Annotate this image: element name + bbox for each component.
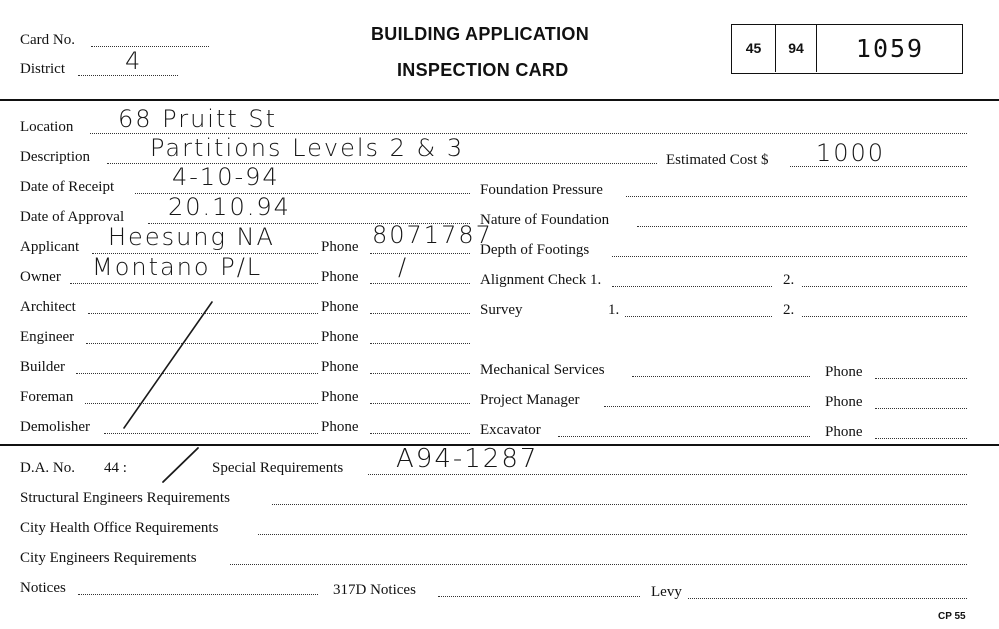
title-line-2: INSPECTION CARD	[397, 60, 569, 80]
owner-value: Montano P/L	[92, 253, 263, 281]
alignment-check-2-label: 2.	[783, 272, 795, 288]
estimated-cost-label: Estimated Cost $	[666, 152, 769, 168]
box-cell-94: 94	[776, 25, 817, 72]
box-cell-45: 45	[732, 25, 776, 72]
card-no-label: Card No.	[20, 32, 75, 48]
survey-2-label: 2.	[783, 302, 795, 318]
demolisher-phone-label: Phone	[321, 419, 359, 435]
foreman-phone-label: Phone	[321, 389, 359, 405]
project-manager-label: Project Manager	[480, 392, 580, 408]
applicant-phone-value: 8071787	[372, 221, 493, 249]
date-receipt-value: 4-10-94	[172, 163, 280, 191]
builder-phone-label: Phone	[321, 359, 359, 375]
survey-1-label: 1.	[608, 302, 620, 318]
structural-label: Structural Engineers Requirements	[20, 490, 230, 506]
card-number: 1059	[855, 34, 925, 63]
date-receipt-label: Date of Receipt	[20, 179, 115, 195]
excavator-label: Excavator	[480, 422, 541, 438]
owner-phone-value: /	[398, 253, 409, 281]
district-label: District	[20, 61, 65, 77]
strike-line-da-no	[163, 448, 198, 482]
survey-label: Survey	[480, 302, 523, 318]
mechanical-label: Mechanical Services	[480, 362, 605, 378]
project-manager-phone-label: Phone	[825, 394, 863, 410]
excavator-phone-label: Phone	[825, 424, 863, 440]
owner-label: Owner	[20, 269, 61, 285]
location-value: 68 Pruitt St	[118, 105, 278, 133]
form-code: CP 55	[938, 611, 966, 622]
estimated-cost-value: 1000	[816, 139, 886, 167]
description-label: Description	[20, 149, 90, 165]
engineer-phone-label: Phone	[321, 329, 359, 345]
depth-footings-label: Depth of Footings	[480, 242, 590, 258]
architect-phone-label: Phone	[321, 299, 359, 315]
applicant-phone-label: Phone	[321, 239, 359, 255]
engineer-label: Engineer	[20, 329, 75, 345]
special-req-label: Special Requirements	[212, 460, 344, 476]
da-no-prefix: 44 :	[104, 460, 127, 476]
date-approval-label: Date of Approval	[20, 209, 125, 225]
da-no-label: D.A. No.	[20, 460, 75, 476]
notices-label: Notices	[20, 580, 66, 596]
builder-label: Builder	[20, 359, 65, 375]
architect-label: Architect	[20, 299, 76, 315]
special-req-value: A94-1287	[396, 444, 539, 474]
city-health-label: City Health Office Requirements	[20, 520, 219, 536]
demolisher-label: Demolisher	[20, 419, 90, 435]
alignment-check-label: Alignment Check 1.	[480, 272, 602, 288]
nature-foundation-label: Nature of Foundation	[480, 212, 610, 228]
mechanical-phone-label: Phone	[825, 364, 863, 380]
date-approval-value: 20.10.94	[168, 193, 291, 221]
location-label: Location	[20, 119, 74, 135]
district-value: 4	[125, 47, 143, 75]
notices-317d-label: 317D Notices	[333, 582, 416, 598]
description-value: Partitions Levels 2 & 3	[150, 134, 465, 162]
foreman-label: Foreman	[20, 389, 74, 405]
owner-phone-label: Phone	[321, 269, 359, 285]
applicant-label: Applicant	[20, 239, 80, 255]
foundation-pressure-label: Foundation Pressure	[480, 182, 603, 198]
applicant-value: Heesung NA	[108, 223, 275, 251]
city-engineers-label: City Engineers Requirements	[20, 550, 197, 566]
title-line-1: BUILDING APPLICATION	[371, 24, 589, 44]
strike-line-contacts	[124, 302, 212, 428]
levy-label: Levy	[651, 584, 682, 600]
